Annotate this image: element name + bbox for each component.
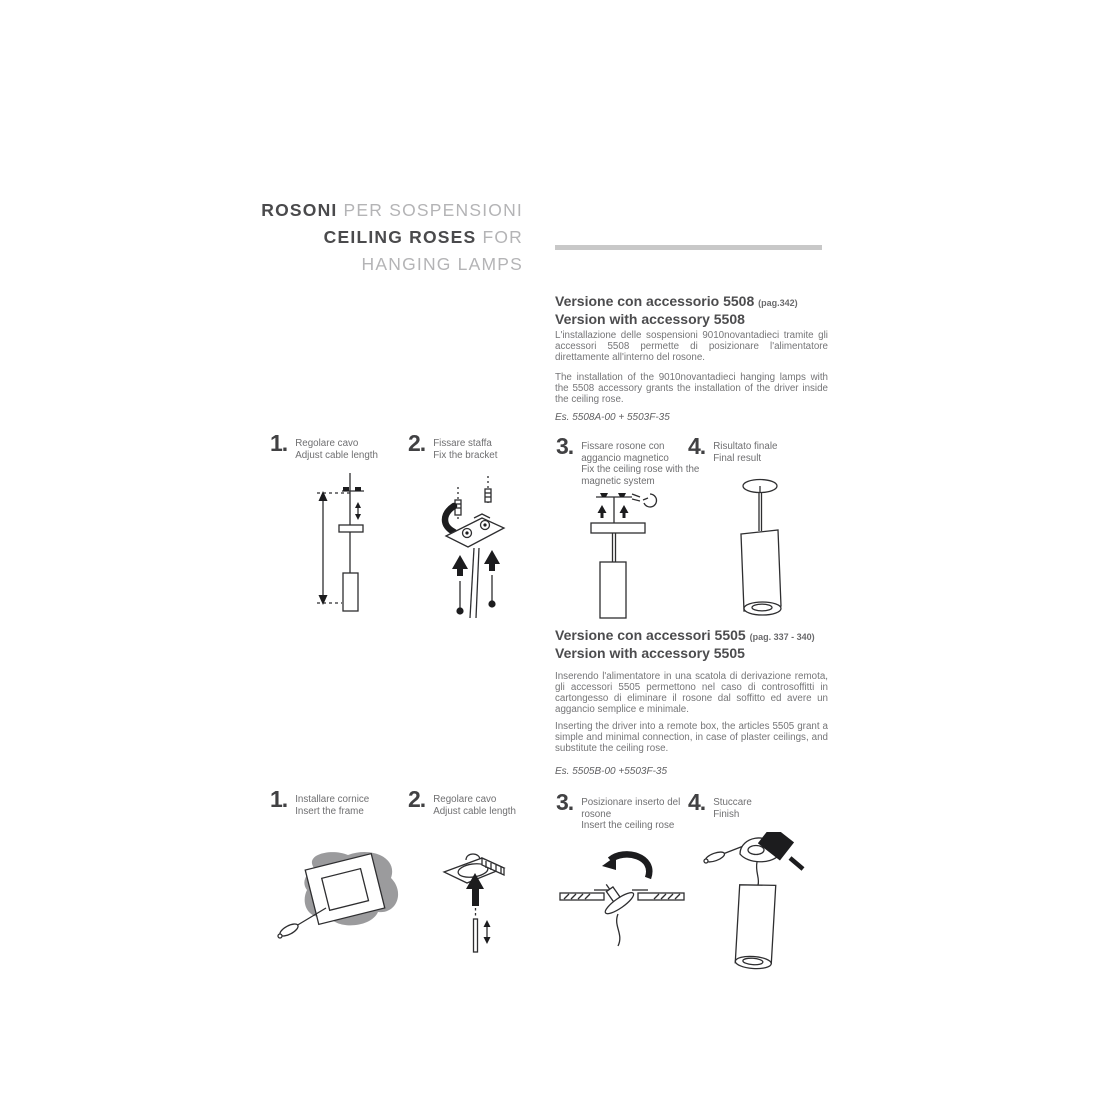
step-number: 4. bbox=[688, 789, 706, 815]
step-s2-4 bbox=[688, 791, 833, 820]
section1-heading bbox=[555, 293, 845, 327]
step-caption: Regolare cavo Adjust cable length bbox=[295, 438, 378, 461]
step-s1-3 bbox=[556, 435, 701, 487]
step-number: 1. bbox=[270, 786, 288, 812]
step-s2-2 bbox=[408, 788, 553, 817]
step-caption: Posizionare inserto del rosone Insert the ceiling rose bbox=[581, 797, 681, 831]
step-number: 3. bbox=[556, 433, 574, 459]
step-caption: Risultato finale Final result bbox=[713, 441, 778, 464]
section2-paragraph-en: Inserting the driver into a remote box, the articles 5505 grant a simple and minimal connection, in case of plaster ceilings, and substitute the ceiling rose. bbox=[555, 721, 828, 754]
section2-title-en: Version with accessory 5505 bbox=[555, 645, 745, 661]
section1-title-en: Version with accessory 5508 bbox=[555, 311, 745, 327]
title-line-3: HANGING LAMPS bbox=[361, 254, 523, 274]
adjust-cable-frame-diagram bbox=[440, 848, 510, 956]
section1-paragraph-it: L'installazione delle sospensioni 9010novantadieci tramite gli accessori 5508 permette di posizionare l'alimentatore direttamente all'interno del rosone. bbox=[555, 330, 828, 363]
section1-title-it: Versione con accessorio 5508 bbox=[555, 293, 755, 309]
insert-frame-diagram bbox=[274, 848, 406, 948]
section1-page-ref: (pag.342) bbox=[758, 298, 798, 308]
step-number: 2. bbox=[408, 786, 426, 812]
header-divider-bar bbox=[555, 245, 822, 250]
title-line-1: ROSONI PER SOSPENSIONI bbox=[261, 200, 523, 220]
magnetic-ceiling-rose-diagram bbox=[588, 486, 660, 621]
title-line-2: CEILING ROSES FOR bbox=[323, 227, 523, 247]
step-s2-3 bbox=[556, 791, 701, 832]
step-s1-1 bbox=[270, 432, 415, 461]
section1-example-code: Es. 5508A-00 + 5503F-35 bbox=[555, 412, 670, 423]
final-result-pendant-diagram bbox=[735, 474, 787, 622]
step-s1-4 bbox=[688, 435, 833, 464]
section2-example-code: Es. 5505B-00 +5503F-35 bbox=[555, 766, 668, 777]
section2-page-ref: (pag. 337 - 340) bbox=[749, 632, 815, 642]
section2-heading bbox=[555, 627, 845, 661]
step-number: 1. bbox=[270, 430, 288, 456]
step-s2-1 bbox=[270, 788, 415, 817]
step-number: 2. bbox=[408, 430, 426, 456]
step-caption: Fissare rosone con aggancio magnetico Fix the ceiling rose with the magnetic system bbox=[581, 441, 700, 487]
adjust-cable-diagram bbox=[312, 473, 372, 613]
step-caption: Stuccare Finish bbox=[713, 797, 752, 820]
magnet-icon bbox=[632, 494, 657, 507]
fix-bracket-diagram bbox=[430, 474, 550, 619]
step-caption: Regolare cavo Adjust cable length bbox=[433, 794, 516, 817]
step-caption: Installare cornice Insert the frame bbox=[295, 794, 370, 817]
ceiling-rose-insert-diagram bbox=[558, 848, 686, 948]
plaster-finish-diagram bbox=[700, 832, 812, 974]
section1-paragraph-en: The installation of the 9010novantadieci hanging lamps with the 5508 accessory grants the installation of the driver inside the ceiling rose. bbox=[555, 372, 828, 405]
section2-title-it: Versione con accessori 5505 bbox=[555, 627, 746, 643]
step-number: 4. bbox=[688, 433, 706, 459]
step-caption: Fissare staffa Fix the bracket bbox=[433, 438, 498, 461]
step-number: 3. bbox=[556, 789, 574, 815]
step-s1-2 bbox=[408, 432, 553, 461]
page-title bbox=[140, 197, 523, 278]
section2-paragraph-it: Inserendo l'alimentatore in una scatola di derivazione remota, gli accessori 5505 permettono nel caso di controsoffitti in cartongesso di eliminare il rosone dal soffitto ed avere un aggancio semplice e minimale. bbox=[555, 671, 828, 715]
